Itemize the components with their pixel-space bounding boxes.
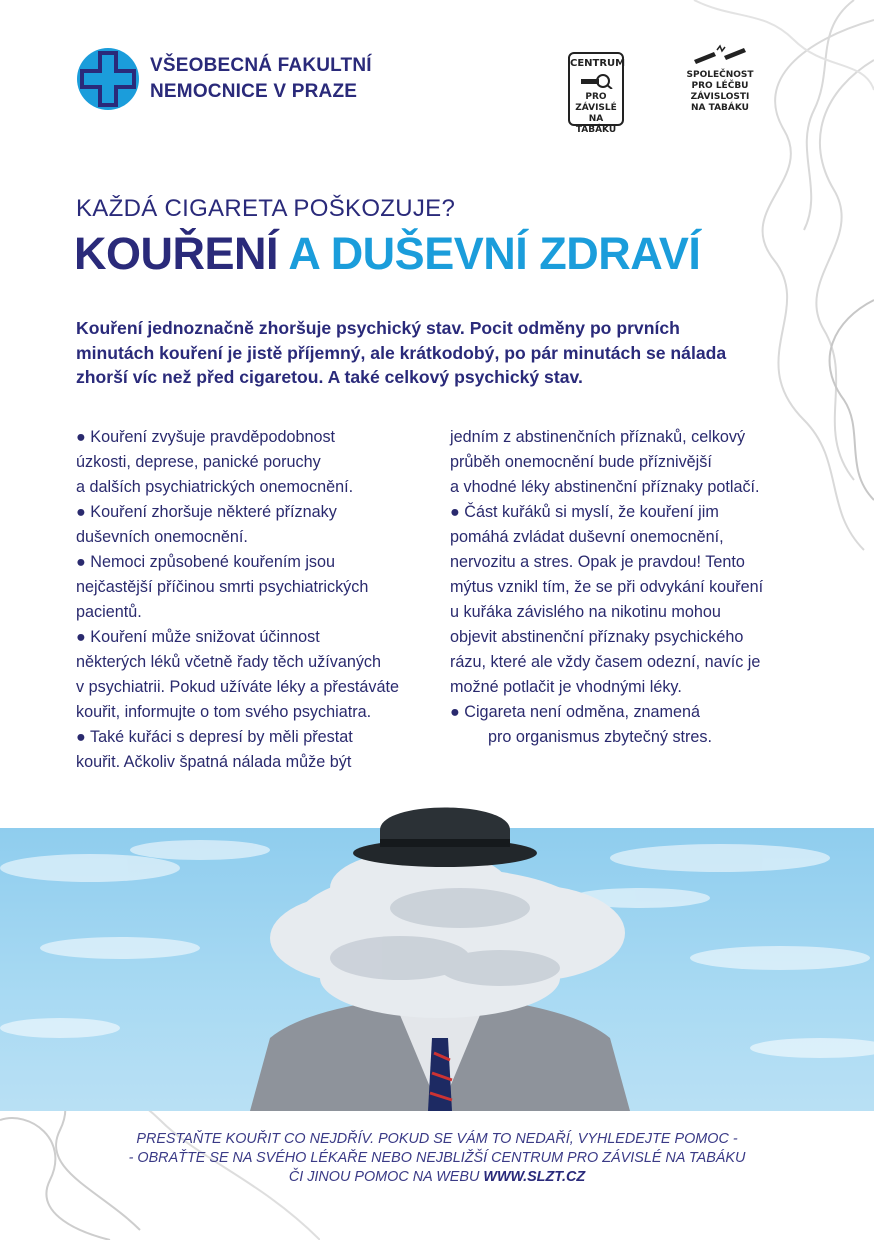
text-line: nervozitu a stres. Opak je pravdou! Tento xyxy=(450,553,745,571)
centrum-badge-title: CENTRUM xyxy=(570,58,626,69)
text-line: duševních onemocnění. xyxy=(76,528,248,546)
headline xyxy=(74,228,700,280)
text-line: mýtus vznikl tím, že se při odvykání kouření xyxy=(450,578,764,596)
text-line: ● Kouření může snižovat účinnost xyxy=(76,628,320,646)
text-line: ● Kouření zvyšuje pravděpodobnost xyxy=(76,428,336,446)
spolecnost-line-2: PRO LÉČBU xyxy=(691,81,749,91)
intro-paragraph xyxy=(76,316,816,390)
text-line: nejčastější příčinou smrti psychiatrických xyxy=(76,578,369,596)
intro-line-1: Kouření jednoznačně zhoršuje psychický stav. Pocit odměny po prvních xyxy=(76,318,680,338)
right-column xyxy=(450,425,830,750)
text-line: kouřit, informujte o tom svého psychiatra. xyxy=(76,703,372,721)
text-line: u kuřáka závislého na nikotinu mohou xyxy=(450,603,721,621)
text-line: pacientů. xyxy=(76,603,142,621)
text-line: kouřit. Ačkoliv špatná nálada může být xyxy=(76,753,352,771)
text-line: a dalších psychiatrických onemocnění. xyxy=(76,478,354,496)
kicker-title: KAŽDÁ CIGARETA POŠKOZUJE? xyxy=(76,195,456,222)
bowler-hat-icon xyxy=(340,795,550,875)
text-line: jedním z abstinenčních příznaků, celkový xyxy=(450,428,746,446)
left-column xyxy=(76,425,436,775)
centrum-badge-line-1: PRO ZÁVISLÉ xyxy=(575,92,617,113)
text-line: ● Kouření zhoršuje některé příznaky xyxy=(76,503,337,521)
footer-line-3: ČI JINOU POMOC NA WEBU xyxy=(288,1169,484,1185)
text-line: pro organismus zbytečný stres. xyxy=(488,728,713,746)
text-line: v psychiatrii. Pokud užíváte léky a přestáváte xyxy=(76,678,400,696)
footer-line-1: PRESTAŇTE KOUŘIT CO NEJDŘÍV. POKUD SE VÁM TO NEDAŘÍ, VYHLEDEJTE POMOC - xyxy=(136,1131,738,1147)
hospital-logo xyxy=(76,47,372,111)
text-line: některých léků včetně řady těch užívaných xyxy=(76,653,382,671)
logo-line-1: VŠEOBECNÁ FAKULTNÍ xyxy=(150,55,372,76)
spolecnost-badge xyxy=(680,44,760,114)
headline-part-2: A DUŠEVNÍ ZDRAVÍ xyxy=(288,228,701,279)
logo-line-2: NEMOCNICE V PRAZE xyxy=(150,81,358,102)
text-line: úzkosti, deprese, panické poruchy xyxy=(76,453,321,471)
spolecnost-line-4: NA TABÁKU xyxy=(691,103,749,113)
cigarette-icon xyxy=(579,73,613,89)
text-line: ● Také kuřáci s depresí by měli přestat xyxy=(76,728,353,746)
text-line: ● Část kuřáků si myslí, že kouření jim xyxy=(450,503,719,521)
footer-line-2: - OBRAŤTE SE NA SVÉHO LÉKAŘE NEBO NEJBLIŽŠÍ CENTRUM PRO ZÁVISLÉ NA TABÁKU xyxy=(128,1150,746,1166)
footer-call-to-action xyxy=(0,1130,874,1187)
text-line: rázu, které ale vždy časem odezní, navíc je xyxy=(450,653,761,671)
text-line: průběh onemocnění bude příznivější xyxy=(450,453,712,471)
text-line: možné potlačit je vhodnými léky. xyxy=(450,678,682,696)
intro-line-2: minutách kouření je jistě příjemný, ale krátkodobý, po pár minutách se nálada xyxy=(76,342,727,363)
text-line: pomáhá zvládat duševní onemocnění, xyxy=(450,528,724,546)
text-line: a vhodné léky abstinenční příznaky potlačí. xyxy=(450,478,760,496)
text-line: objevit abstinenční příznaky psychického xyxy=(450,628,744,646)
spolecnost-line-3: ZÁVISLOSTI xyxy=(690,92,750,102)
cross-icon xyxy=(76,47,140,111)
website-link[interactable]: WWW.SLZT.CZ xyxy=(483,1169,586,1185)
centrum-badge-line-2: NA TABÁKU xyxy=(575,114,617,135)
broken-cigarette-icon xyxy=(690,44,750,66)
headline-part-1: KOUŘENÍ xyxy=(74,228,279,279)
spolecnost-line-1: SPOLEČNOST xyxy=(686,70,754,80)
text-line: ● Cigareta není odměna, znamená xyxy=(450,703,701,721)
centrum-badge xyxy=(568,52,626,135)
intro-line-3: zhorší víc než před cigaretou. A také celkový psychický stav. xyxy=(76,367,583,387)
text-line: ● Nemoci způsobené kouřením jsou xyxy=(76,553,336,571)
